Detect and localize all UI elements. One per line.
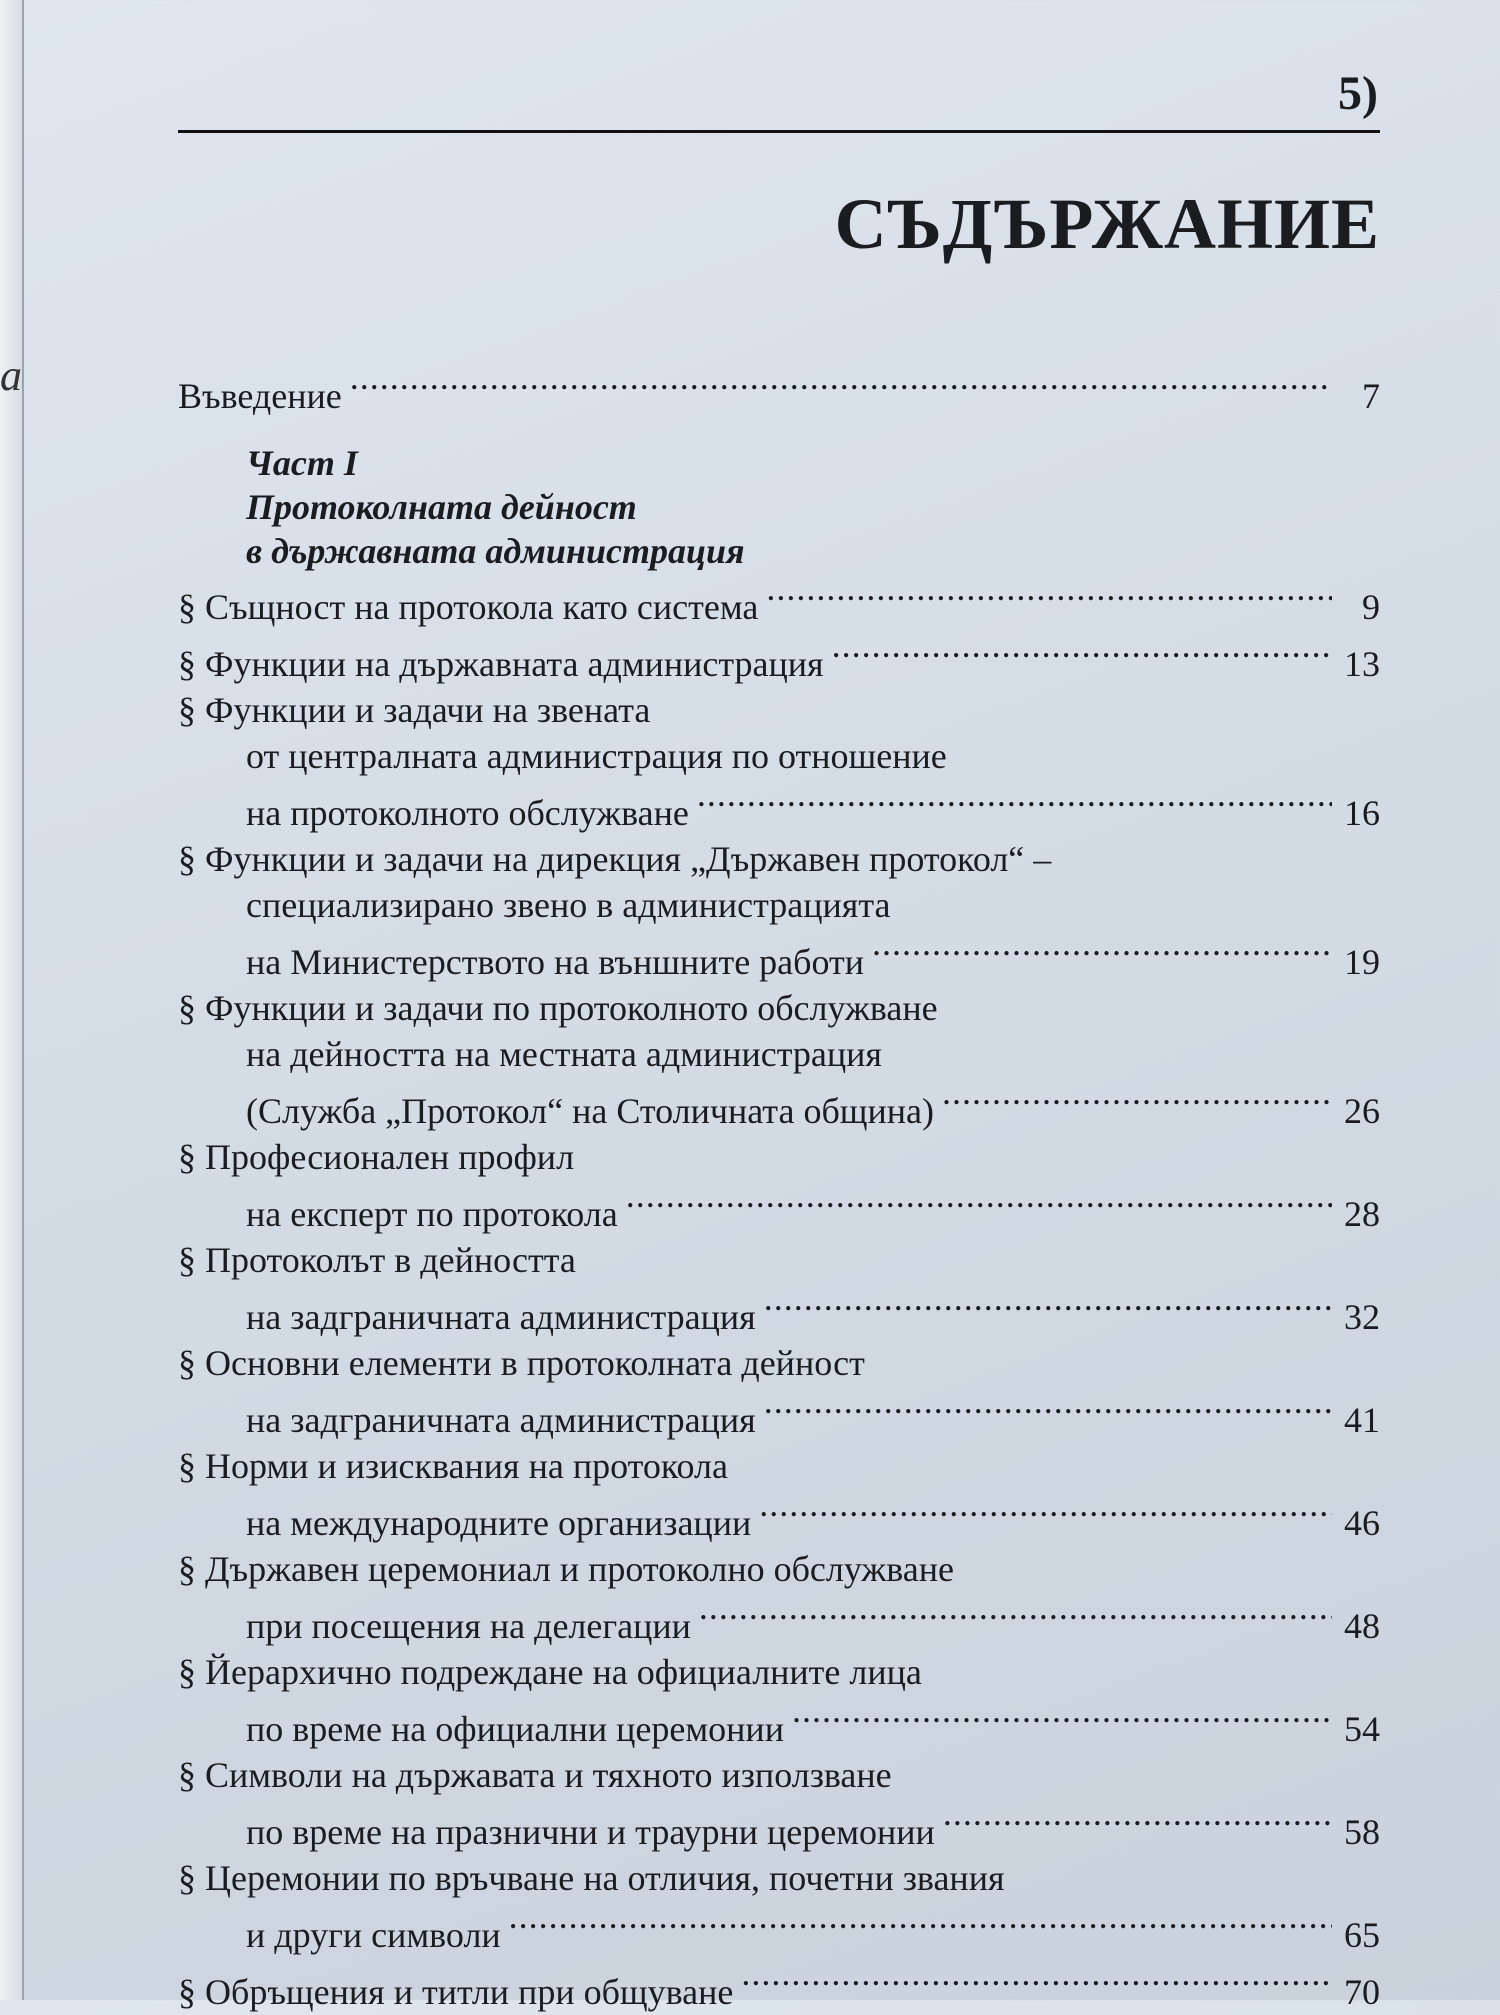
- toc-page-number: 16: [1344, 793, 1380, 833]
- toc-entry-label: специализирано звено в администрацията: [246, 885, 891, 925]
- left-margin-mark: а: [0, 351, 22, 400]
- toc-page-number: 58: [1344, 1812, 1380, 1852]
- dot-leader: [699, 1592, 1332, 1638]
- part-heading-line: Протоколната дейност: [246, 487, 637, 527]
- toc-entry-label: от централната администрация по отношение: [246, 736, 947, 776]
- dot-leader: [943, 1798, 1332, 1844]
- toc-entry-label: по време на официални церемонии: [246, 1709, 784, 1749]
- toc-entry-continuation: [178, 1489, 1380, 1546]
- toc-entry: [178, 1752, 1380, 1798]
- dot-leader: [509, 1901, 1332, 1947]
- header-rule: [178, 130, 1380, 133]
- toc-entry-label: § Йерархично подреждане на официалните лица: [178, 1652, 922, 1692]
- toc-entry: [178, 1546, 1380, 1592]
- toc-entry-label: на Министерството на външните работи: [246, 942, 864, 982]
- toc-entry-continuation: [178, 1180, 1380, 1237]
- toc-entry-continuation: [178, 733, 1380, 779]
- toc-entry-label: и други символи: [246, 1915, 501, 1955]
- toc-page-number: 70: [1344, 1972, 1380, 2012]
- toc-entry-label: § Норми и изисквания на протокола: [178, 1446, 729, 1486]
- toc-entry-label: § Същност на протокола като система: [178, 587, 759, 627]
- toc-entry-continuation: [178, 1283, 1380, 1340]
- toc-entry-label: § Протоколът в дейността: [178, 1240, 576, 1280]
- toc-entry-introduction: [178, 362, 1380, 419]
- toc-entry-label: § Функции и задачи по протоколното обслужване: [178, 988, 938, 1028]
- toc-entry-label: на протоколното обслужване: [246, 793, 689, 833]
- toc-entry-label: Въведение: [178, 376, 342, 416]
- toc-page-number: 54: [1344, 1709, 1380, 1749]
- toc-entry-continuation: [178, 1031, 1380, 1077]
- page-title: СЪДЪРЖАНИЕ: [834, 184, 1380, 264]
- toc-entry-continuation: [178, 779, 1380, 836]
- toc-entry-label: § Основни елементи в протоколната дейност: [178, 1343, 865, 1383]
- toc-entry: [178, 985, 1380, 1031]
- toc-page-number: 46: [1344, 1503, 1380, 1543]
- toc-entry-label: § Символи на държавата и тяхното използване: [178, 1755, 892, 1795]
- toc-page-number: 32: [1344, 1297, 1380, 1337]
- toc-entry-continuation: [178, 882, 1380, 928]
- toc-entry: [178, 1855, 1380, 1901]
- toc-page-number: 41: [1344, 1400, 1380, 1440]
- toc-entry-label: на задграничната администрация: [246, 1400, 756, 1440]
- toc-page-number: 48: [1344, 1606, 1380, 1646]
- toc-page-number: 9: [1362, 587, 1380, 627]
- toc-entry-label: § Обръщения и титли при общуване: [178, 1972, 734, 2012]
- dot-leader: [872, 928, 1332, 974]
- toc-entry: [178, 687, 1380, 733]
- toc-entry-label: § Функции на държавната администрация: [178, 644, 824, 684]
- toc-entry-label: § Церемонии по връчване на отличия, почетни звания: [178, 1858, 1005, 1898]
- toc-entry: [178, 1443, 1380, 1489]
- dot-leader: [764, 1283, 1332, 1329]
- toc-page-number: 26: [1344, 1091, 1380, 1131]
- toc-entry-label: § Държавен церемониал и протоколно обслужване: [178, 1549, 954, 1589]
- toc-entry: [178, 836, 1380, 882]
- toc-entry: [178, 1340, 1380, 1386]
- toc-page-number: 65: [1344, 1915, 1380, 1955]
- toc-entry-continuation: [178, 1592, 1380, 1649]
- dot-leader: [764, 1386, 1332, 1432]
- table-of-contents: [178, 362, 1380, 2015]
- part-heading-line: в държавната администрация: [246, 531, 745, 571]
- dot-leader: [766, 573, 1332, 619]
- toc-page-number: 13: [1344, 644, 1380, 684]
- toc-entry-label: при посещения на делегации: [246, 1606, 691, 1646]
- toc-entry-label: на задграничната администрация: [246, 1297, 756, 1337]
- toc-entry-continuation: [178, 1901, 1380, 1958]
- toc-entry: [178, 1237, 1380, 1283]
- toc-entry-label: (Служба „Протокол“ на Столичната община): [246, 1091, 934, 1131]
- adjacent-page-edge: [0, 0, 24, 2000]
- toc-entry-label: § Функции и задачи на звената: [178, 690, 651, 730]
- toc-entry-label: по време на празнични и траурни церемонии: [246, 1812, 935, 1852]
- toc-entry-continuation: [178, 928, 1380, 985]
- dot-leader: [832, 630, 1332, 676]
- dot-leader: [350, 362, 1332, 408]
- book-page: [178, 67, 1380, 2015]
- toc-entry-label: § Функции и задачи на дирекция „Държавен протокол“ –: [178, 839, 1052, 879]
- toc-entry-continuation: [178, 1695, 1380, 1752]
- toc-entry-label: § Професионален профил: [178, 1137, 575, 1177]
- toc-entry: [178, 1958, 1380, 2015]
- toc-page-number: 28: [1344, 1194, 1380, 1234]
- toc-page-number: 19: [1344, 942, 1380, 982]
- toc-entry: [178, 573, 1380, 630]
- toc-entry: [178, 1649, 1380, 1695]
- dot-leader: [942, 1077, 1332, 1123]
- toc-entry-continuation: [178, 1077, 1380, 1134]
- toc-entry-label: на международните организации: [246, 1503, 752, 1543]
- dot-leader: [626, 1180, 1332, 1226]
- toc-entry-continuation: [178, 1386, 1380, 1443]
- toc-page-number: 7: [1362, 376, 1380, 416]
- dot-leader: [759, 1489, 1332, 1535]
- dot-leader: [741, 1958, 1332, 2004]
- part-heading: Част I: [246, 443, 358, 483]
- toc-entry: [178, 1134, 1380, 1180]
- toc-entry-continuation: [178, 1798, 1380, 1855]
- toc-entry-label: на дейността на местната администрация: [246, 1034, 882, 1074]
- dot-leader: [792, 1695, 1332, 1741]
- dot-leader: [697, 779, 1332, 825]
- toc-entry-label: на експерт по протокола: [246, 1194, 618, 1234]
- toc-entries: [178, 573, 1380, 2015]
- toc-entry: [178, 630, 1380, 687]
- page-number: 5): [1338, 67, 1378, 120]
